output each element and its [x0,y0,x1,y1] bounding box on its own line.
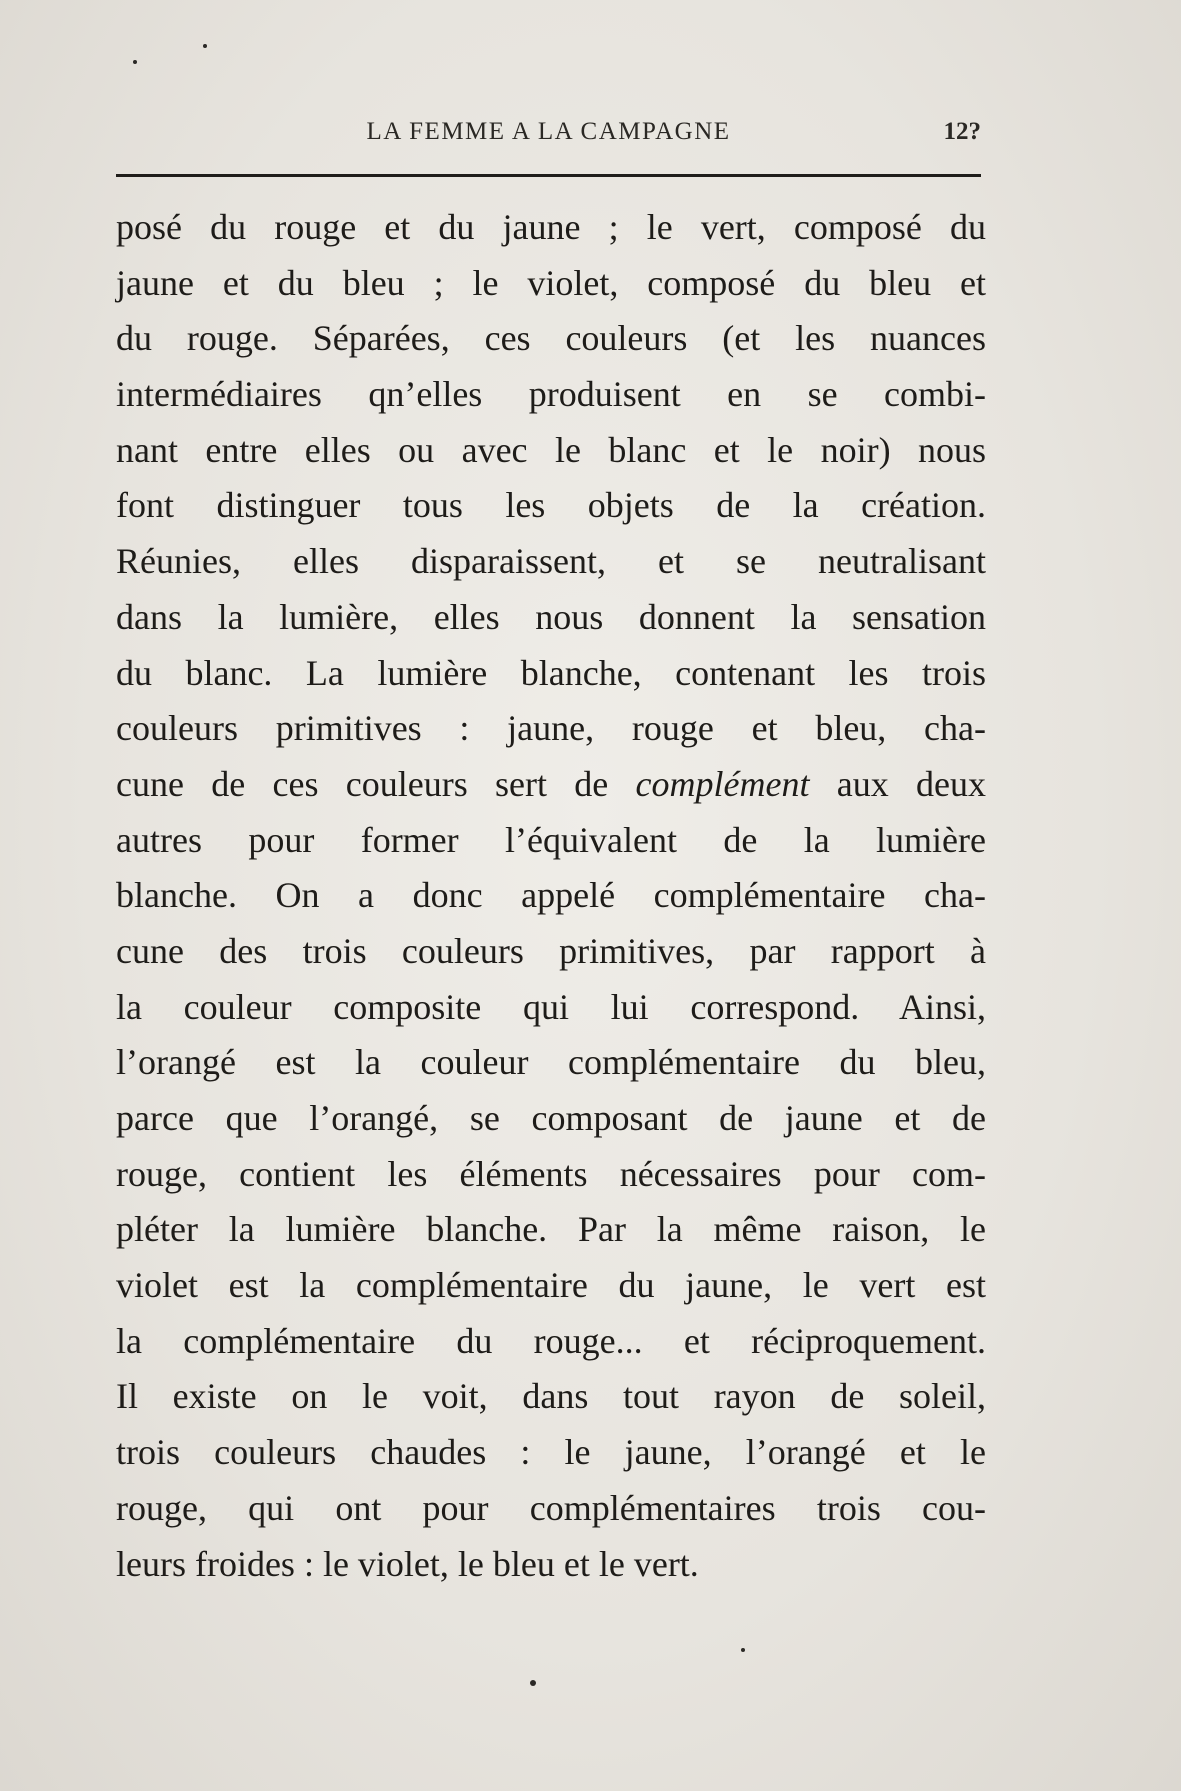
running-title: LA FEMME A LA CAMPAGNE [366,118,731,145]
text-line: pléter la lumière blanche. Par la même raison, le [116,1209,986,1250]
page-header [116,112,981,152]
text-line: rouge, contient les éléments nécessaires pour com- [116,1153,986,1194]
text-line: Réunies, elles disparaissent, et se neutralisant [116,541,986,582]
text-line: cune des trois couleurs primitives, par rapport à [116,930,986,971]
text-line: posé du rouge et du jaune ; le vert, composé du [116,207,986,247]
text-line: la couleur composite qui lui correspond. Ainsi, [116,986,986,1027]
paper-speck [530,1680,536,1686]
text-line: l’orangé est la couleur complémentaire du bleu, [116,1042,986,1083]
text-line: Il existe on le voit, dans tout rayon de soleil, [116,1376,986,1417]
text-line: leurs froides : le violet, le bleu et le vert. [116,1543,699,1584]
text-line: trois couleurs chaudes : le jaune, l’orangé et le [116,1432,986,1473]
text-line: font distinguer tous les objets de la création. [116,485,986,526]
text-line: rouge, qui ont pour complémentaires trois cou- [116,1487,986,1528]
page-number: 12? [943,118,981,145]
text-line: couleurs primitives : jaune, rouge et bleu, cha- [116,708,986,749]
text-line [116,757,986,813]
text-segment: aux deux [809,763,986,804]
text-line: la complémentaire du rouge... et réciproquement. [116,1320,986,1361]
italic-term: complément [635,763,810,804]
text-segment: cune de ces couleurs sert de [116,763,636,804]
text-line: violet est la complémentaire du jaune, le vert est [116,1265,986,1306]
text-line: du blanc. La lumière blanche, contenant les trois [116,652,986,693]
text-line: dans la lumière, elles nous donnent la sensation [116,596,986,637]
text-line: jaune et du bleu ; le violet, composé du bleu et [116,262,986,303]
paper-speck [741,1648,745,1652]
body-text [116,200,986,1592]
paper-speck [203,44,207,48]
paper-speck [133,60,137,64]
text-line: autres pour former l’équivalent de la lumière [116,819,986,860]
text-line: intermédiaires qn’elles produisent en se combi- [116,374,986,415]
text-line: parce que l’orangé, se composant de jaune et de [116,1098,986,1138]
text-line: nant entre elles ou avec le blanc et le noir) nous [116,429,986,470]
header-rule [116,174,981,177]
text-line: blanche. On a donc appelé complémentaire cha- [116,875,986,916]
text-line: du rouge. Séparées, ces couleurs (et les nuances [116,318,986,359]
